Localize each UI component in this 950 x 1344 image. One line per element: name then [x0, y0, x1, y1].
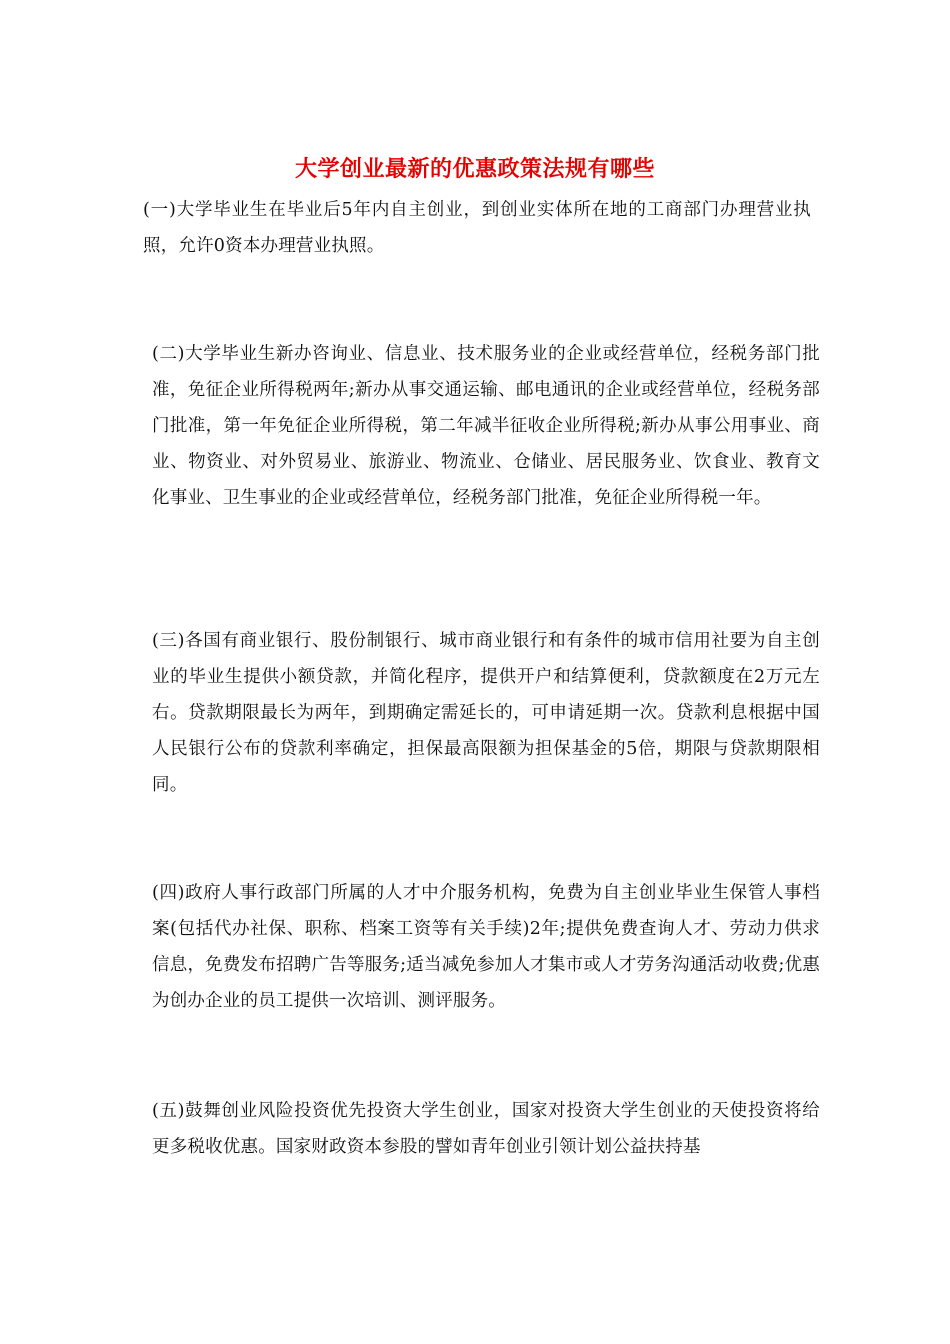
paragraph-5: (五)鼓舞创业风险投资优先投资大学生创业，国家对投资大学生创业的天使投资将给更多税收优惠。国家财政资本参股的譬如青年创业引领计划公益扶持基 — [152, 1101, 820, 1157]
paragraph-1: (一)大学毕业生在毕业后5年内自主创业，到创业实体所在地的工商部门办理营业执照，允许0资本办理营业执照。 — [143, 200, 811, 256]
paragraph-4: (四)政府人事行政部门所属的人才中介服务机构，免费为自主创业毕业生保管人事档案(包括代办社保、职称、档案工资等有关手续)2年;提供免费查询人才、劳动力供求信息，免费发布招聘广告等服务;适当减免参加人才集市或人才劳务沟通活动收费;优惠为创办企业的员工提供一次培训、测评服务。 — [152, 883, 820, 1011]
document-title: 大学创业最新的优惠政策法规有哪些 — [294, 156, 655, 182]
paragraph-3: (三)各国有商业银行、股份制银行、城市商业银行和有条件的城市信用社要为自主创业的毕业生提供小额贷款，并简化程序，提供开户和结算便利，贷款额度在2万元左右。贷款期限最长为两年，到期确定需延长的，可申请延期一次。贷款利息根据中国人民银行公布的贷款利率确定，担保最高限额为担保基金的5倍，期限与贷款期限相同。 — [152, 631, 820, 795]
paragraph-2: (二)大学毕业生新办咨询业、信息业、技术服务业的企业或经营单位，经税务部门批准，免征企业所得税两年;新办从事交通运输、邮电通讯的企业或经营单位，经税务部门批准，第一年免征企业所得税，第二年减半征收企业所得税;新办从事公用事业、商业、物资业、对外贸易业、旅游业、物流业、仓储业、居民服务业、饮食业、教育文化事业、卫生事业的企业或经营单位，经税务部门批准，免征企业所得税一年。 — [152, 344, 820, 508]
